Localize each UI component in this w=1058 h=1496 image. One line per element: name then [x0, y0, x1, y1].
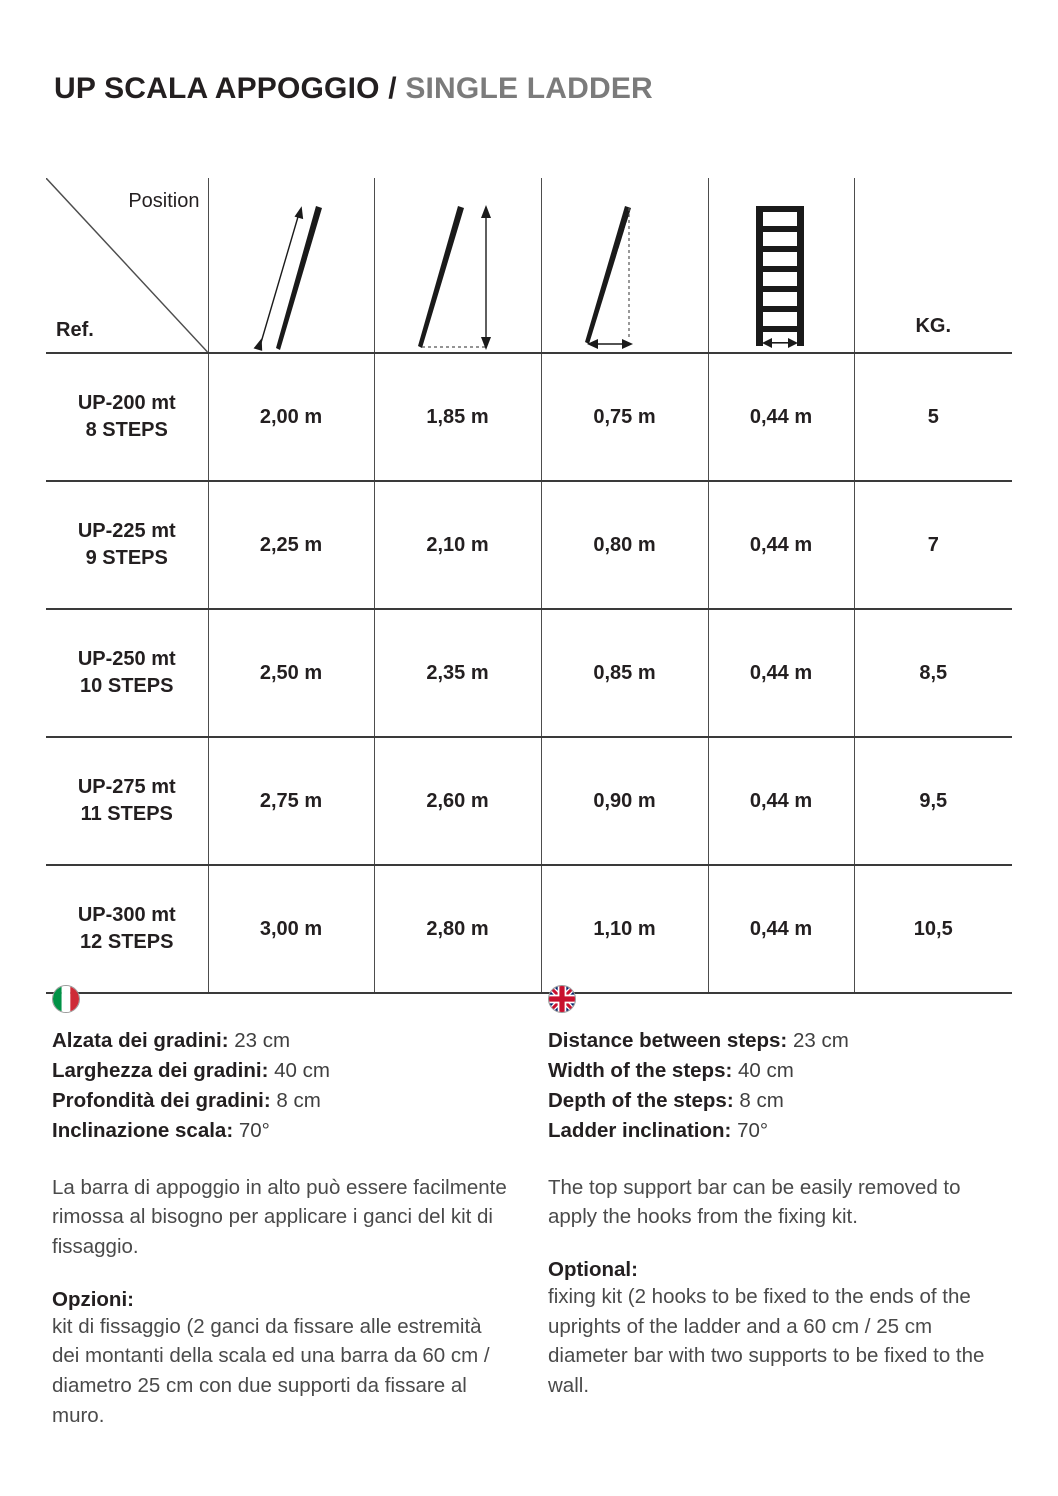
row-width: 0,44 m: [708, 481, 854, 609]
ladder-slant-length-icon: [236, 200, 346, 352]
spec-label: Profondità dei gradini:: [52, 1089, 271, 1113]
row-width: 0,44 m: [708, 865, 854, 993]
row-base: 0,80 m: [541, 481, 708, 609]
spec-line: [52, 1086, 522, 1116]
row-height: 2,35 m: [374, 609, 541, 737]
row-ref-model: UP-225 mt: [77, 520, 176, 542]
spec-label: Width of the steps:: [548, 1059, 733, 1083]
spec-line: [52, 1026, 522, 1056]
options-heading-english: Optional:: [548, 1257, 638, 1281]
row-ref-steps: 12 STEPS: [80, 931, 174, 953]
row-height: 2,10 m: [374, 481, 541, 609]
row-ref-steps: 10 STEPS: [80, 675, 174, 697]
spec-value: 40 cm: [738, 1059, 794, 1083]
row-height: 2,80 m: [374, 865, 541, 993]
ladder-vertical-height-icon: [400, 200, 515, 352]
spec-label: Inclinazione scala:: [52, 1119, 234, 1143]
row-slant-length: 2,50 m: [208, 609, 374, 737]
spec-line: [52, 1116, 522, 1146]
page-title-english: SINGLE LADDER: [405, 72, 653, 105]
table-row: [46, 865, 1012, 993]
spec-label: Alzata dei gradini:: [52, 1029, 229, 1052]
header-position-label: Position: [128, 190, 200, 212]
header-icon-cell-slant: [208, 178, 374, 353]
table-row: [46, 609, 1012, 737]
notes-column-italian: [52, 985, 522, 1431]
spec-list-english: [548, 1026, 1018, 1147]
row-ref-model: UP-250 mt: [77, 648, 176, 670]
spec-label: Depth of the steps:: [548, 1089, 734, 1113]
row-weight: 5: [854, 353, 1012, 481]
flag-uk-icon: [548, 985, 576, 1013]
spec-value: 8 cm: [276, 1089, 321, 1113]
row-base: 0,85 m: [541, 609, 708, 737]
row-height: 2,60 m: [374, 737, 541, 865]
spec-value: 8 cm: [739, 1089, 784, 1113]
row-ref-steps: 11 STEPS: [80, 803, 173, 825]
spec-line: [548, 1056, 1018, 1086]
spec-value: 70°: [238, 1119, 270, 1143]
spec-value: 23 cm: [792, 1029, 849, 1052]
row-weight: 7: [854, 481, 1012, 609]
row-slant-length: 3,00 m: [208, 865, 374, 993]
table-row: [46, 737, 1012, 865]
row-slant-length: 2,75 m: [208, 737, 374, 865]
row-weight: 9,5: [854, 737, 1012, 865]
header-ref-label: Ref.: [56, 319, 94, 341]
row-ref-model: UP-275 mt: [77, 776, 176, 798]
note-paragraph-english: The top support bar can be easily removed to apply the hooks from the fixing kit.: [548, 1175, 961, 1229]
row-width: 0,44 m: [708, 353, 854, 481]
flag-italy-icon: [52, 985, 80, 1013]
header-icon-cell-height: [374, 178, 541, 353]
notes-column-english: [548, 985, 1018, 1401]
row-ref-steps: 8 STEPS: [85, 419, 168, 441]
ladder-specification-table: [46, 178, 1012, 994]
options-body-english: fixing kit (2 hooks to be fixed to the ends of the uprights of the ladder and a 60 cm / 25 cm diameter bar with two supports to be fixed to the wall.: [548, 1284, 985, 1398]
spec-label: Ladder inclination:: [548, 1119, 732, 1143]
row-width: 0,44 m: [708, 609, 854, 737]
page-title-separator: /: [388, 72, 397, 105]
row-height: 1,85 m: [374, 353, 541, 481]
table-row: [46, 481, 1012, 609]
note-paragraph-italian: La barra di appoggio in alto può essere facilmente rimossa al bisogno per applicare i ganci del kit di fissaggio.: [52, 1175, 507, 1258]
page-title: [54, 72, 653, 106]
row-ref-cell: [46, 609, 208, 737]
row-base: 1,10 m: [541, 865, 708, 993]
spec-label: Larghezza dei gradini:: [52, 1059, 269, 1083]
header-weight-label: KG.: [854, 178, 1012, 353]
header-icon-cell-width: [708, 178, 854, 353]
spec-line: [548, 1086, 1018, 1116]
page-title-italian: UP SCALA APPOGGIO: [54, 72, 380, 105]
options-heading-italian: Opzioni:: [52, 1287, 134, 1311]
spec-value: 23 cm: [234, 1029, 291, 1052]
row-ref-cell: [46, 737, 208, 865]
row-width: 0,44 m: [708, 737, 854, 865]
row-ref-cell: [46, 865, 208, 993]
row-slant-length: 2,25 m: [208, 481, 374, 609]
spec-line: [548, 1026, 1018, 1056]
spec-label: Distance between steps:: [548, 1029, 788, 1052]
row-ref-cell: [46, 353, 208, 481]
row-ref-steps: 9 STEPS: [85, 547, 168, 569]
row-base: 0,75 m: [541, 353, 708, 481]
header-icon-cell-base: [541, 178, 708, 353]
spec-line: [548, 1116, 1018, 1146]
row-slant-length: 2,00 m: [208, 353, 374, 481]
ladder-front-width-icon: [738, 200, 824, 352]
row-ref-model: UP-300 mt: [77, 904, 176, 926]
table-row: [46, 353, 1012, 481]
spec-line: [52, 1056, 522, 1086]
ladder-base-distance-icon: [567, 200, 682, 352]
table-header-row: [46, 178, 1012, 353]
options-body-italian: kit di fissaggio (2 ganci da fissare alle estremità dei montanti della scala ed una barra da 60 cm / diametro 25 cm con due supporti da fissare al muro.: [52, 1314, 490, 1427]
row-ref-model: UP-200 mt: [77, 392, 176, 414]
row-ref-cell: [46, 481, 208, 609]
row-weight: 10,5: [854, 865, 1012, 993]
spec-value: 40 cm: [274, 1059, 330, 1083]
spec-value: 70°: [737, 1119, 769, 1143]
header-corner-cell: [46, 178, 208, 353]
spec-list-italian: [52, 1026, 522, 1147]
row-weight: 8,5: [854, 609, 1012, 737]
row-base: 0,90 m: [541, 737, 708, 865]
